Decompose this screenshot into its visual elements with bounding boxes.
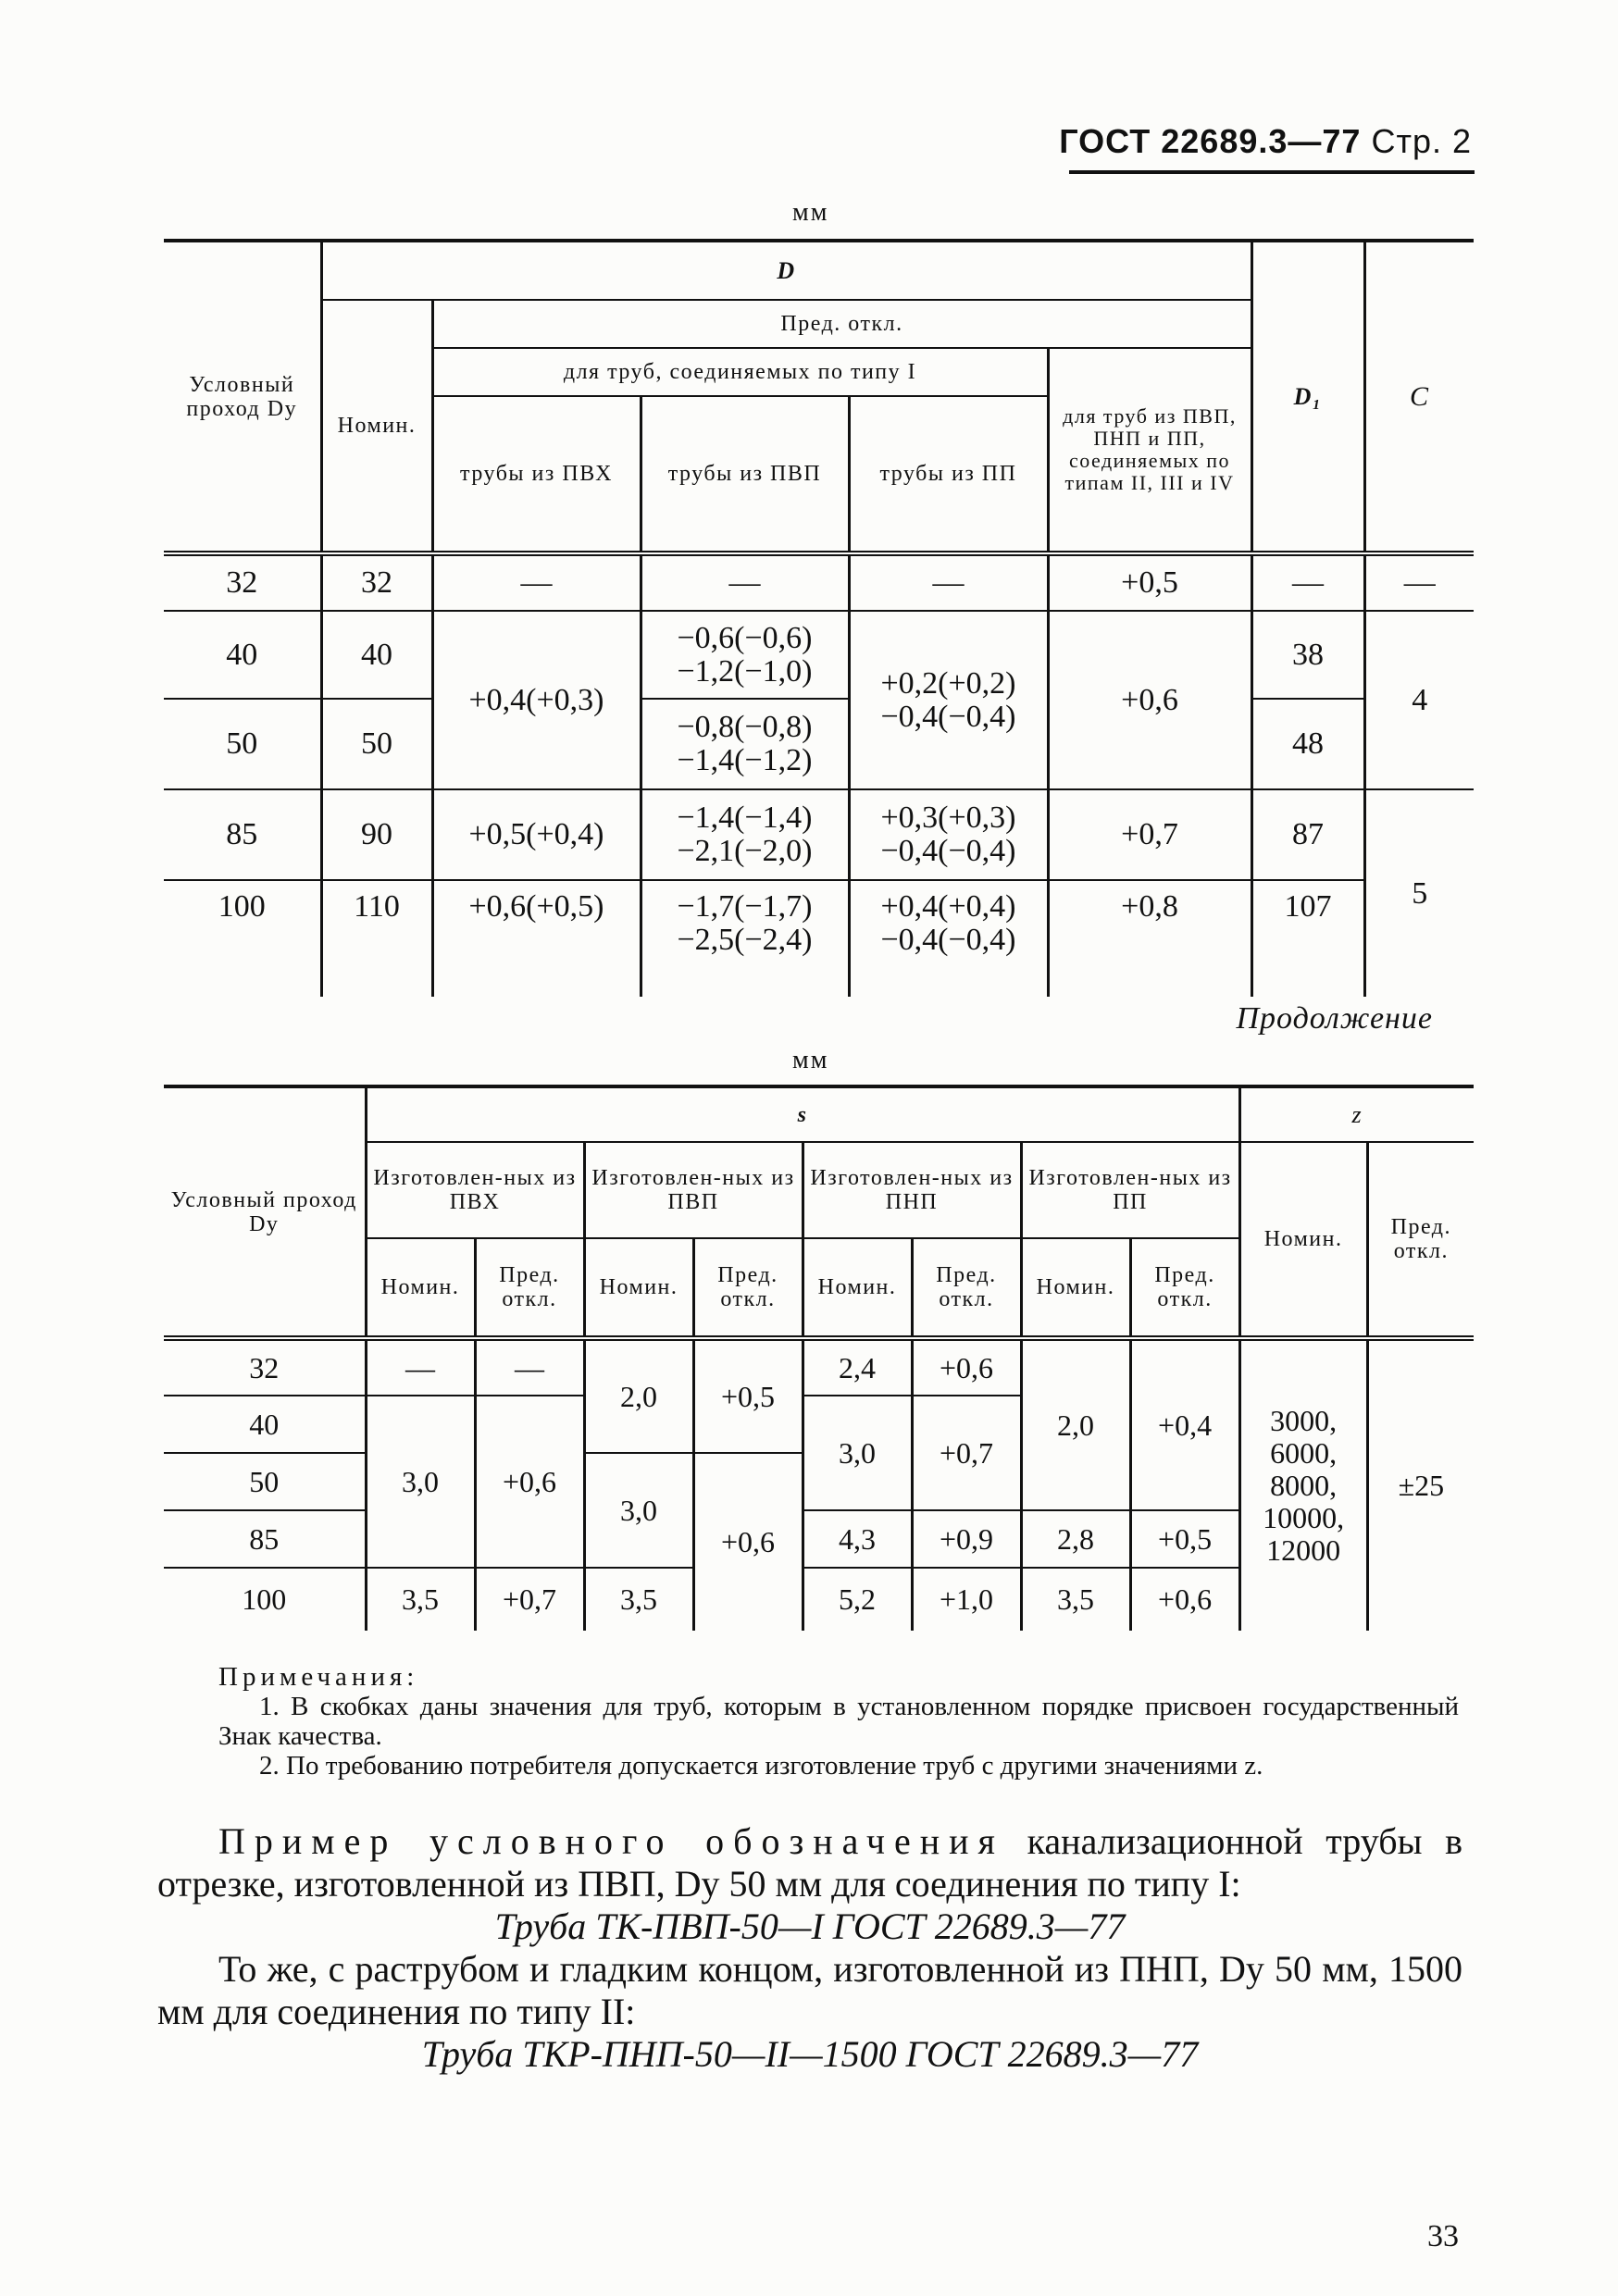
t2-r4050-pnp-n: 3,0: [803, 1396, 912, 1510]
t2-head-pnp: Изготовлен-ных из ПНП: [803, 1142, 1021, 1238]
designation-2: Труба ТКР-ПНП-50—II—1500 ГОСТ 22689.3—77: [421, 2033, 1199, 2075]
t1-head-pvp: трубы из ПВП: [641, 396, 849, 553]
table2-unit: мм: [792, 1046, 829, 1074]
t1-r100-pp: +0,4(+0,4) −0,4(−0,4): [849, 880, 1048, 997]
table2: [164, 1085, 1474, 1631]
t2-r85-dy: 85: [164, 1510, 366, 1568]
t2-head-z-nomin: Номин.: [1239, 1142, 1367, 1338]
t1-r40-dy: 40: [164, 611, 321, 699]
page-header: [1059, 122, 1472, 161]
t1-r32-pvp: —: [641, 553, 849, 611]
t2-head-pvp: Изготовлен-ных из ПВП: [584, 1142, 803, 1238]
t1-head-other: для труб из ПВП, ПНП и ПП, соединяемых по типам II, III и IV: [1048, 348, 1251, 553]
t2-head-z: z: [1239, 1086, 1474, 1142]
t2-head-pp: Изготовлен-ных из ПП: [1021, 1142, 1239, 1238]
t1-r50-d1: 48: [1251, 699, 1364, 789]
t1-r50-nom: 50: [321, 699, 432, 789]
t2-r3250-pp-p: +0,4: [1130, 1338, 1239, 1510]
designation-1: Труба ТК-ПВП-50—I ГОСТ 22689.3—77: [494, 1905, 1126, 1947]
t1-r100-other: +0,8: [1048, 880, 1251, 997]
t2-head-dy: Условный проход Dy: [164, 1086, 366, 1338]
t1-r4050-other: +0,6: [1048, 611, 1251, 789]
note-2: 2. По требованию потребителя допускается изготовление труб с другими значениями z.: [259, 1751, 1263, 1781]
t2-r3250-pp-n: 2,0: [1021, 1338, 1130, 1510]
t2-r32-pnp-n: 2,4: [803, 1338, 912, 1396]
t1-r4050-c: 4: [1364, 611, 1474, 789]
notes-title: Примечания:: [218, 1662, 419, 1692]
t2-r5085-pvp-n: 3,0: [584, 1453, 693, 1568]
t2-head-pp-nomin: Номин.: [1021, 1238, 1130, 1338]
t2-head-pp-pred: Пред. откл.: [1130, 1238, 1239, 1338]
t1-head-pvh: трубы из ПВХ: [432, 396, 641, 553]
t1-r85100-c: 5: [1364, 789, 1474, 997]
t2-r32-pvh-n: —: [366, 1338, 475, 1396]
t2-r32-pvh-p: —: [475, 1338, 584, 1396]
example-intro-spaced: Пример условного обозначения: [218, 1820, 1004, 1862]
t1-r50-dy: 50: [164, 699, 321, 789]
t1-r85-d1: 87: [1251, 789, 1364, 880]
t1-head-D: D: [321, 241, 1251, 300]
t1-r85-nom: 90: [321, 789, 432, 880]
designation-example: [157, 1820, 1462, 2076]
t2-r50-dy: 50: [164, 1453, 366, 1510]
t2-head-pnp-pred: Пред. откл.: [912, 1238, 1021, 1338]
t1-r4050-pp: +0,2(+0,2) −0,4(−0,4): [849, 611, 1048, 789]
t2-r3240-pvp-n: 2,0: [584, 1338, 693, 1453]
t2-r4050-pnp-p: +0,7: [912, 1396, 1021, 1510]
t2-head-s: s: [366, 1086, 1239, 1142]
note-1: 1. В скобках даны значения для труб, которым в установленном порядке присвоен государственный Знак качества.: [218, 1692, 1459, 1751]
t1-r100-d1: 107: [1251, 880, 1364, 997]
continuation-label: Продолжение: [1236, 1001, 1433, 1036]
t1-head-pred: Пред. откл.: [432, 300, 1251, 348]
t2-r50100-pvp-p: +0,6: [693, 1453, 803, 1631]
t2-z-nomin: 3000, 6000, 8000, 10000, 12000: [1239, 1338, 1367, 1631]
t2-r100-pvh-n: 3,5: [366, 1568, 475, 1631]
example-second: То же, с раструбом и гладким концом, изготовленной из ПНП, Dy 50 мм, 1500 мм для соединения по типу II:: [157, 1948, 1462, 2032]
t1-r50-pvp: −0,8(−0,8) −1,4(−1,2): [641, 699, 849, 789]
t1-head-D1: D₁: [1251, 241, 1364, 553]
t1-head-nomin: Номин.: [321, 300, 432, 553]
page-number: 33: [1427, 2219, 1459, 2253]
t2-r100-pp-p: +0,6: [1130, 1568, 1239, 1631]
t1-r4050-pvh: +0,4(+0,3): [432, 611, 641, 789]
page-label: Стр. 2: [1371, 122, 1472, 160]
t1-r32-d1: —: [1251, 553, 1364, 611]
t1-r32-other: +0,5: [1048, 553, 1251, 611]
t2-r4085-pvh-p: +0,6: [475, 1396, 584, 1568]
t1-head-C: C: [1364, 241, 1474, 553]
t2-r85-pnp-n: 4,3: [803, 1510, 912, 1568]
t2-r4085-pvh-n: 3,0: [366, 1396, 475, 1568]
t1-head-pp: трубы из ПП: [849, 396, 1048, 553]
t1-r85-pvh: +0,5(+0,4): [432, 789, 641, 880]
t1-r100-pvp: −1,7(−1,7) −2,5(−2,4): [641, 880, 849, 997]
t1-r32-dy: 32: [164, 553, 321, 611]
table1-unit: мм: [792, 198, 829, 227]
t2-r85-pnp-p: +0,9: [912, 1510, 1021, 1568]
t1-head-type1: для труб, соединяемых по типу I: [432, 348, 1048, 396]
header-rule: [1069, 170, 1475, 174]
t2-head-pvh-pred: Пред. откл.: [475, 1238, 584, 1338]
t2-r85-pp-p: +0,5: [1130, 1510, 1239, 1568]
notes: [218, 1662, 1459, 1781]
t1-r100-dy: 100: [218, 889, 266, 924]
t1-r32-nom: 32: [321, 553, 432, 611]
t1-r100-nom: 110: [321, 880, 432, 997]
t2-r32-dy: 32: [164, 1338, 366, 1396]
t2-head-pvp-nomin: Номин.: [584, 1238, 693, 1338]
t2-head-z-pred: Пред. откл.: [1367, 1142, 1474, 1338]
t1-r85-pp: +0,3(+0,3) −0,4(−0,4): [849, 789, 1048, 880]
t1-r40-nom: 40: [321, 611, 432, 699]
t2-r32-pnp-p: +0,6: [912, 1338, 1021, 1396]
example-intro-rest: канализационной трубы в отрезке, изготовленной из ПВП, Dy 50 мм для соединения по типу I:: [157, 1820, 1463, 1905]
t2-head-pvh-nomin: Номин.: [366, 1238, 475, 1338]
t1-r100-pvh: +0,6(+0,5): [432, 880, 641, 997]
t1-head-dy: [164, 241, 321, 553]
table1: [164, 239, 1474, 997]
t2-r100-pnp-p: +1,0: [912, 1568, 1021, 1631]
t2-z-pred: ±25: [1367, 1338, 1474, 1631]
t2-r85-pp-n: 2,8: [1021, 1510, 1130, 1568]
t2-head-pnp-nomin: Номин.: [803, 1238, 912, 1338]
t2-head-pvp-pred: Пред. откл.: [693, 1238, 803, 1338]
t1-r32-pvh: —: [432, 553, 641, 611]
t2-r100-pp-n: 3,5: [1021, 1568, 1130, 1631]
t1-head-dy-text: Условный проход Dy: [186, 372, 298, 421]
t2-r100-pvp-n: 3,5: [584, 1568, 693, 1631]
t2-r100-pnp-n: 5,2: [803, 1568, 912, 1631]
standard-number: ГОСТ 22689.3—77: [1059, 122, 1362, 160]
t1-r40-pvp: −0,6(−0,6) −1,2(−1,0): [641, 611, 849, 699]
t1-r85-other: +0,7: [1048, 789, 1251, 880]
t1-r85-pvp: −1,4(−1,4) −2,1(−2,0): [641, 789, 849, 880]
t2-r100-pvh-p: +0,7: [475, 1568, 584, 1631]
t1-r85-dy: 85: [164, 789, 321, 880]
t2-head-pvh: Изготовлен-ных из ПВХ: [366, 1142, 584, 1238]
t1-r32-c: —: [1364, 553, 1474, 611]
t1-r40-d1: 38: [1251, 611, 1364, 699]
t2-r3240-pvp-p: +0,5: [693, 1338, 803, 1453]
t2-r40-dy: 40: [164, 1396, 366, 1453]
t1-r32-pp: —: [849, 553, 1048, 611]
t2-r100-dy: 100: [242, 1582, 287, 1616]
